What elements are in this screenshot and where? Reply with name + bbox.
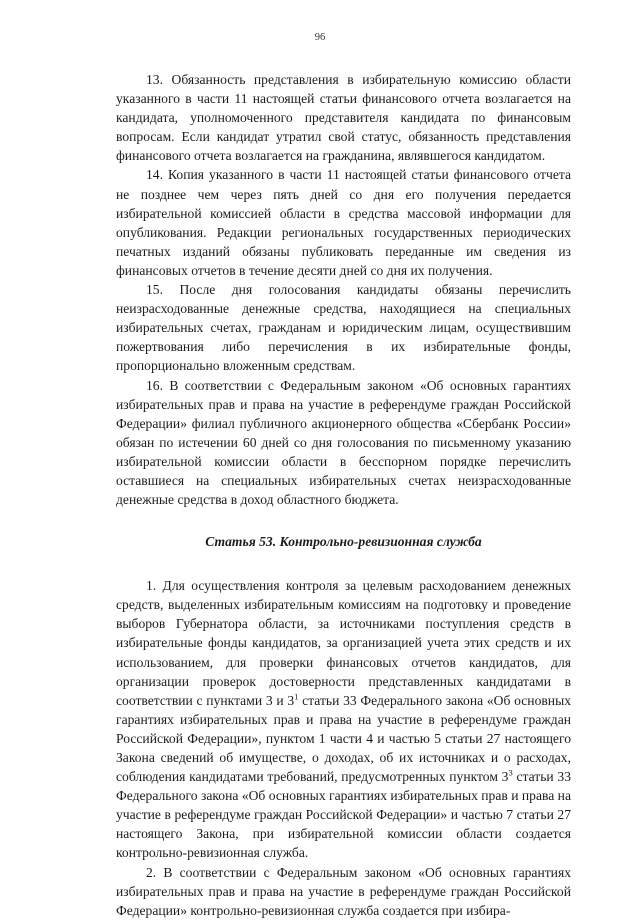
page-content	[116, 70, 571, 920]
paragraph-1-text-a: 1. Для осуществления контроля за целевым расходованием денежных средств, выделенных избирательным комиссиям на подготовку и проведение выборов Губернатора области, за источниками поступления средств в избирательные фонды кандидатов, за организацией учета этих средств и их использованием, для проверки финансовых отчетов кандидатов, для организации проверок достоверности представленных кандидатами в соответствии с пунктами 3 и 3	[116, 578, 571, 708]
paragraph-13: 13. Обязанность представления в избирательную комиссию области указанного в части 11 настоящей статьи финансового отчета возлагается на кандидата, уполномоченного представителя кандидата по финансовым вопросам. Если кандидат утратил свой статус, обязанность представления финансового отчета возлагается на гражданина, являвшегося кандидатом.	[116, 72, 571, 164]
paragraph-14: 14. Копия указанного в части 11 настоящей статьи финансового отчета не позднее чем через пять дней со дня его получения передается избирательной комиссией области в средства массовой информации для опубликования. Редакции региональных государственных периодических печатных изданий обязаны публиковать переданные им сведения из финансовых отчетов в течение десяти дней со дня их получения.	[116, 167, 571, 278]
paragraph-1-text-b: статьи 33 Федерального закона «Об основных гарантиях избирательных прав и права на участие в референдуме граждан Российской Федерации», пунктом 1 части 4 и частью 5 статьи 27 настоящего Закона сведений об имуществе, о доходах, об их источниках и о расходах, соблюдения кандидатами требований, предусмотренных пунктом 3	[116, 692, 572, 785]
superscript-3: 3	[508, 767, 513, 778]
article-53-heading: Статья 53. Контрольно-ревизионная служба	[205, 534, 482, 550]
page-number: 96	[314, 32, 326, 43]
article-53-paragraph-2: 2. В соответствии с Федеральным законом «Об основных гарантиях избирательных прав и права на участие в референдуме граждан Российской Федерации» контрольно-ревизионная служба создается при избира-	[116, 864, 571, 918]
paragraph-1-text-c: статьи 33 Федерального закона «Об основных гарантиях избирательных прав и права на участие в референдуме граждан Российской Федерации» и частью 7 статьи 27 настоящего Закона, при избирательной комиссии области создается контрольно-ревизионная служба.	[116, 769, 571, 861]
superscript-1: 1	[294, 691, 299, 702]
paragraph-16: 16. В соответствии с Федеральным законом «Об основных гарантиях избирательных прав и права на участие в референдуме граждан Российской Федерации» филиал публичного акционерного общества «Сбербанк России» обязан по истечении 60 дней со дня голосования по письменному указанию избирательной комиссии области в бесспорном порядке перечислить оставшиеся на специальных избирательных счетах неизрасходованные денежные средства в доход областного бюджета.	[116, 377, 571, 508]
article-53-paragraph-1	[116, 576, 571, 862]
paragraph-15: 15. После дня голосования кандидаты обязаны перечислить неизрасходованные денежные средства, находящиеся на специальных избирательных счетах, гражданам и юридическим лицам, осуществившим пожертвования либо перечисления в их избирательные фонды, пропорционально вложенным средствам.	[116, 282, 571, 374]
